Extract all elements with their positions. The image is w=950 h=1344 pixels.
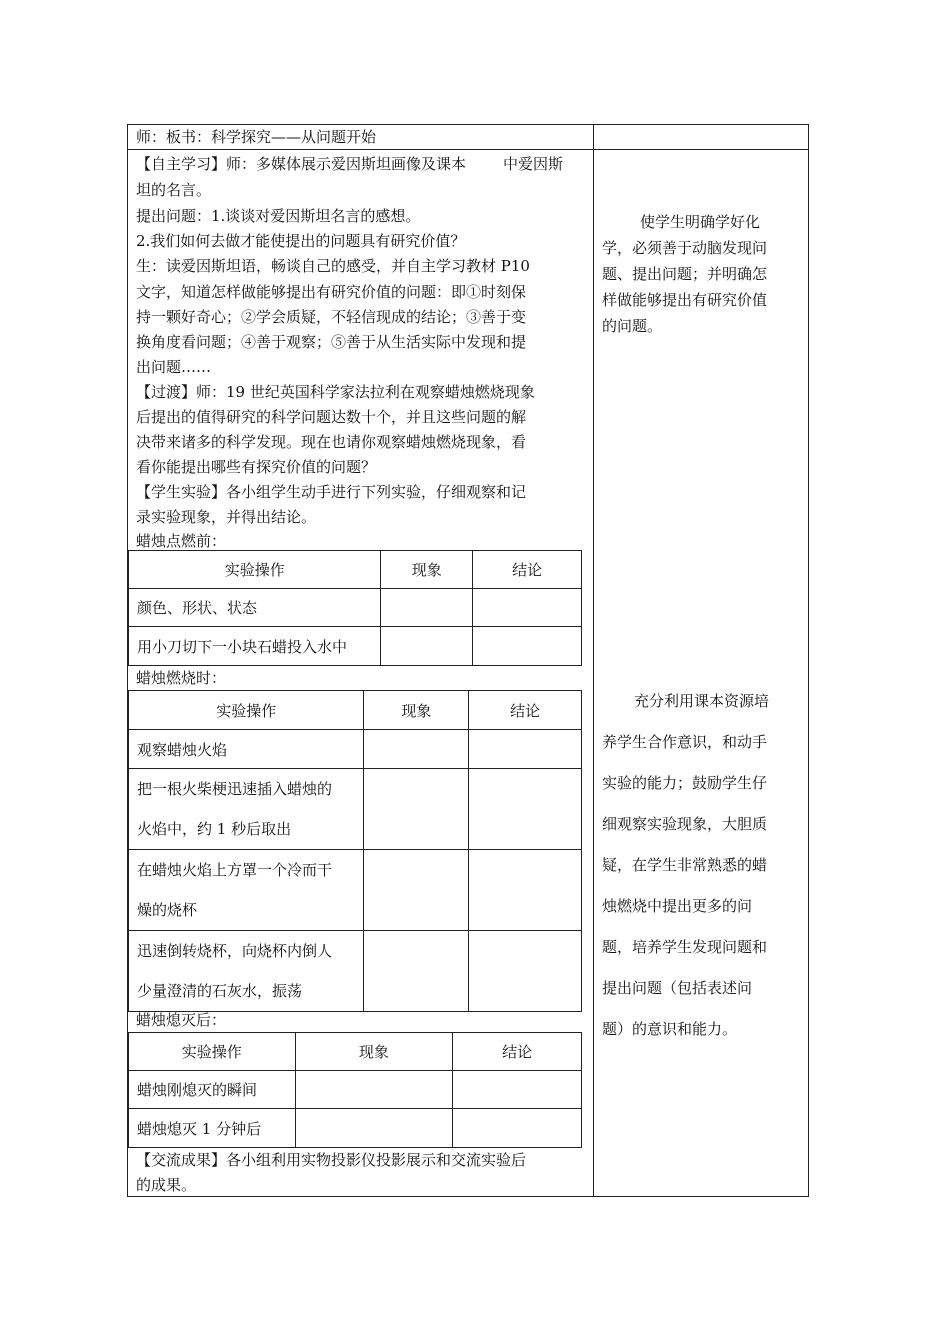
note-line: 养学生合作意识，和动手 [602,733,768,751]
row-divider [128,149,808,150]
header-operation: 实验操作 [129,691,364,730]
student-line5: 出问题…… [136,358,212,376]
table-cell [295,1109,453,1148]
cell-line: 火焰中，约 1 秒后取出 [137,820,292,838]
note-line: 题，培养学生发现问题和 [602,938,768,956]
table-cell [453,1071,582,1109]
table-cell [453,1109,582,1148]
lesson-table [127,124,809,1197]
table-cell: 用小刀切下一小块石蜡投入水中 [129,627,381,666]
table-cell [295,1071,453,1109]
note-line: 题）的意识和能力。 [602,1020,738,1038]
experiment-line2: 录实验现象，并得出结论。 [136,508,317,526]
note-line: 题、提出问题；并明确怎 [602,265,768,283]
table-cell [381,627,473,666]
teaching-note-2 [602,681,798,1050]
cell-line: 少量澄清的石灰水，振荡 [137,982,303,1000]
student-line1: 生：读爱因斯坦语，畅谈自己的感受，并自主学习教材 P10 [136,257,530,275]
note-line: 烛燃烧中提出更多的问 [602,897,753,915]
table-cell [473,589,582,627]
table-cell [469,931,582,1012]
table-cell [129,769,364,850]
teaching-note-1 [602,209,798,339]
note-line: 的问题。 [602,317,663,335]
burning-table [128,690,582,1012]
header-phenomenon: 现象 [295,1033,453,1071]
transition-line4: 看你能提出哪些有探究价值的问题？ [136,458,377,476]
table-cell [469,730,582,769]
table-cell [129,850,364,931]
transition-line2: 后提出的值得研究的科学问题达数十个，并且这些问题的解 [136,408,527,426]
table-cell: 蜡烛刚熄灭的瞬间 [129,1071,296,1109]
after-table [128,1032,582,1148]
self-study-line2: 坦的名言。 [136,181,212,199]
note-line: 细观察实验现象，大胆质 [602,815,768,833]
header-conclusion: 结论 [469,691,582,730]
header-operation: 实验操作 [129,551,381,589]
transition-line1: 【过渡】师：19 世纪英国科学家法拉利在观察蜡烛燃烧现象 [136,383,535,401]
cell-line: 迅速倒转烧杯，向烧杯内倒人 [137,942,333,960]
exchange-line1: 【交流成果】各小组利用实物投影仪投影展示和交流实验后 [136,1151,527,1169]
student-line4: 换角度看问题；④善于观察；⑤善于从生活实际中发现和提 [136,333,527,351]
board-title: 师：板书：科学探究——从问题开始 [136,128,377,146]
experiment-line1: 【学生实验】各小组学生动手进行下列实验，仔细观察和记 [136,483,527,501]
header-phenomenon: 现象 [381,551,473,589]
note-line: 充分利用课本资源培 [634,692,770,710]
before-table [128,550,582,666]
column-divider [593,125,594,1196]
table-cell [364,769,469,850]
student-line2: 文字，知道怎样做能够提出有研究价值的问题：即①时刻保 [136,283,527,301]
table-cell: 蜡烛熄灭 1 分钟后 [129,1109,296,1148]
table-cell [473,627,582,666]
table-cell [381,589,473,627]
question-1: 提出问题：1.谈谈对爱因斯坦名言的感想。 [136,207,421,225]
burning-caption: 蜡烛燃烧时： [136,669,227,687]
question-2: 2.我们如何去做才能使提出的问题具有研究价值？ [136,232,466,250]
student-line3: 持一颗好奇心；②学会质疑，不轻信现成的结论；③善于变 [136,308,527,326]
table-cell [469,769,582,850]
note-line: 样做能够提出有研究价值 [602,291,768,309]
exchange-line2: 的成果。 [136,1176,197,1194]
header-conclusion: 结论 [473,551,582,589]
before-caption: 蜡烛点燃前： [136,532,227,550]
cell-line: 燥的烧杯 [137,901,198,919]
note-line: 实验的能力；鼓励学生仔 [602,774,768,792]
cell-line: 把一根火柴梗迅速插入蜡烛的 [137,780,333,798]
note-line: 疑，在学生非常熟悉的蜡 [602,856,768,874]
note-line: 提出问题（包括表述问 [602,979,753,997]
header-phenomenon: 现象 [364,691,469,730]
self-study-line1: 【自主学习】师：多媒体展示爱因斯坦画像及课本 [136,155,467,173]
note-line: 学，必须善于动脑发现问 [602,239,768,257]
note-line: 使学生明确学好化 [640,213,761,231]
table-cell [364,850,469,931]
self-study-line1b: 中爱因斯 [503,155,564,173]
table-cell [364,730,469,769]
after-caption: 蜡烛熄灭后： [136,1011,227,1029]
table-cell: 颜色、形状、状态 [129,589,381,627]
header-operation: 实验操作 [129,1033,296,1071]
cell-line: 在蜡烛火焰上方罩一个冷而干 [137,861,333,879]
table-cell [129,931,364,1012]
header-conclusion: 结论 [453,1033,582,1071]
table-cell: 观察蜡烛火焰 [129,730,364,769]
transition-line3: 决带来诸多的科学发现。现在也请你观察蜡烛燃烧现象，看 [136,433,527,451]
table-cell [469,850,582,931]
table-cell [364,931,469,1012]
